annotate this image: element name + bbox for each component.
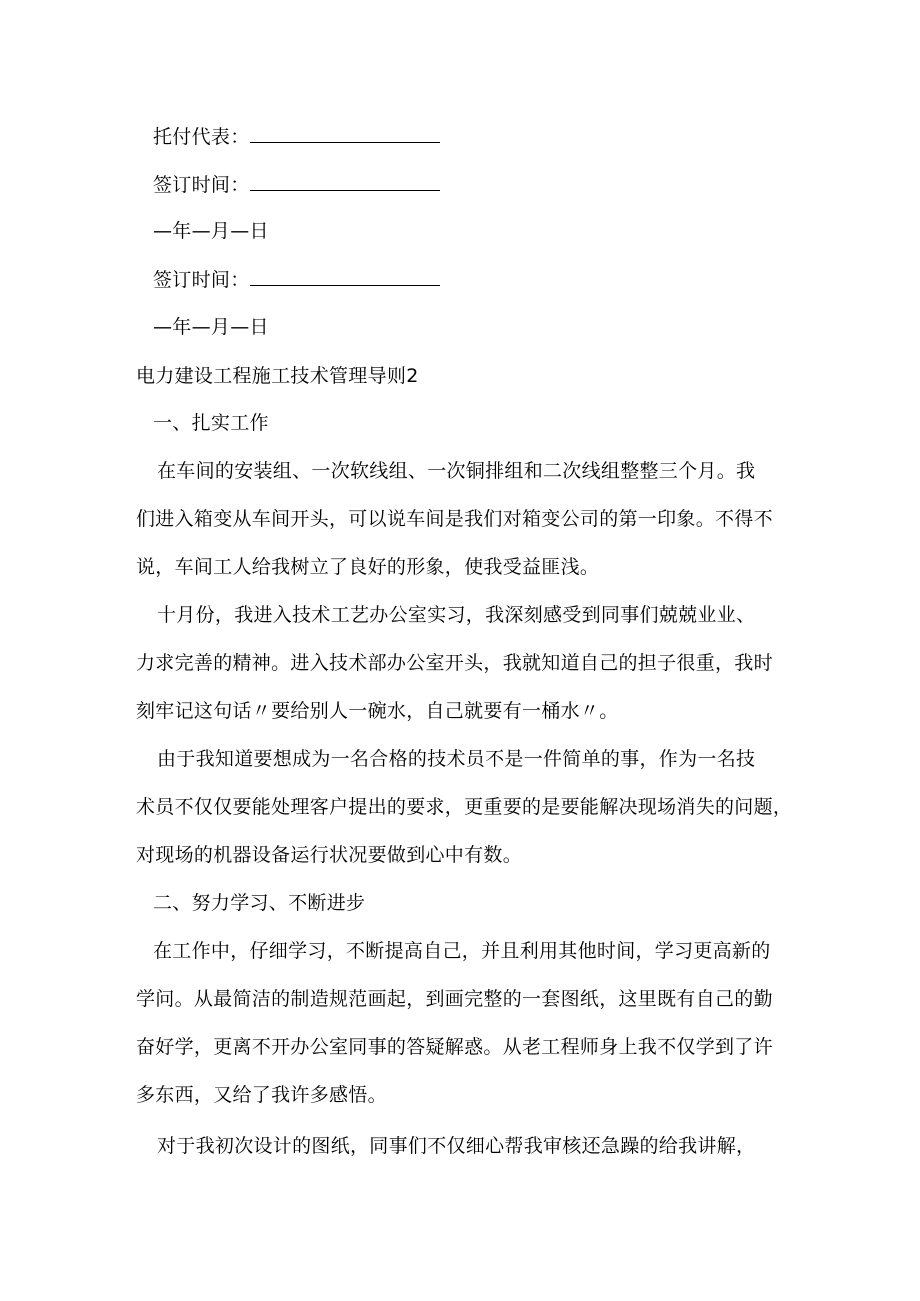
paragraph-3-line-3: 对现场的机器设备运行状况要做到心中有数。 bbox=[136, 844, 523, 866]
paragraph-5-line-1: 对于我初次设计的图纸，同事们不仅细心帮我审核还急躁的给我讲解， bbox=[157, 1135, 756, 1157]
entrust-rep-row bbox=[0, 124, 920, 149]
paragraph-1-line-2: 们进入箱变从车间开头，可以说车间是我们对箱变公司的第一印象。不得不 bbox=[136, 508, 773, 530]
paragraph-4-line-4: 多东西，又给了我许多感悟。 bbox=[136, 1084, 387, 1106]
sign-time-row-2 bbox=[0, 267, 920, 292]
sign-time-label-2: 签订时间： bbox=[153, 269, 250, 291]
paragraph-1-line-3: 说，车间工人给我树立了良好的形象，使我受益匪浅。 bbox=[136, 556, 600, 578]
document-title: 电力建设工程施工技术管理导则2 bbox=[136, 365, 419, 387]
paragraph-2-line-3: 刻牢记这句话〃要给别人一碗水，自己就要有一桶水〃。 bbox=[136, 700, 619, 722]
date-line-1: —年—月—日 bbox=[153, 220, 269, 242]
entrust-rep-blank bbox=[250, 124, 440, 143]
paragraph-4-line-3: 奋好学，更离不开办公室同事的答疑解惑。从老工程师身上我不仅学到了许 bbox=[136, 1036, 773, 1058]
paragraph-2-line-2: 力求完善的精神。进入技术部办公室开头，我就知道自己的担子很重，我时 bbox=[136, 652, 773, 674]
paragraph-1-line-1: 在车间的安装组、一次软线组、一次铜排组和二次线组整整三个月。我 bbox=[157, 460, 756, 482]
sign-time-blank-1 bbox=[250, 172, 440, 191]
sign-time-blank-2 bbox=[250, 267, 440, 286]
paragraph-4-line-2: 学问。从最简洁的制造规范画起，到画完整的一套图纸，这里既有自己的勤 bbox=[136, 988, 773, 1010]
date-line-2: —年—月—日 bbox=[153, 316, 269, 338]
section-heading-2: 二、努力学习、不断进步 bbox=[153, 892, 366, 914]
paragraph-3-line-1: 由于我知道要想成为一名合格的技术员不是一件简单的事，作为一名技 bbox=[157, 748, 756, 770]
sign-time-row-1 bbox=[0, 172, 920, 197]
paragraph-3-line-2: 术员不仅仅要能处理客户提出的要求，更重要的是要能解决现场消失的问题， bbox=[136, 796, 793, 818]
section-heading-1: 一、扎实工作 bbox=[153, 412, 269, 434]
sign-time-label-1: 签订时间： bbox=[153, 174, 250, 196]
paragraph-4-line-1: 在工作中，仔细学习，不断提高自己，并且利用其他时间，学习更高新的 bbox=[153, 940, 771, 962]
entrust-rep-label: 托付代表： bbox=[153, 126, 250, 148]
paragraph-2-line-1: 十月份，我进入技术工艺办公室实习，我深刻感受到同事们兢兢业业、 bbox=[157, 604, 756, 626]
